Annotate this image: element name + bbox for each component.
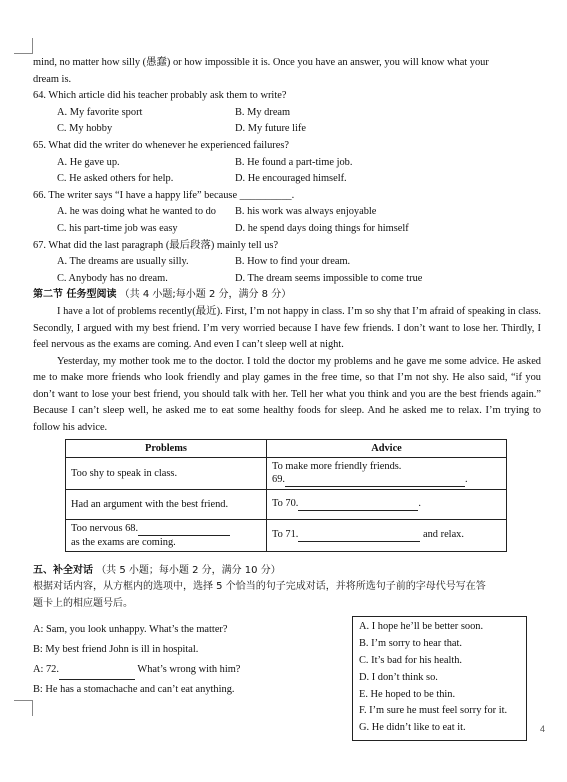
- dialogue-line-1: A: Sam, you look unhappy. What’s the matter?: [33, 624, 228, 636]
- dialogue-line-2: B: My best friend John is ill in hospital.: [33, 644, 199, 656]
- dialogue-line-3-rest: What’s wrong with him?: [134, 664, 241, 676]
- dialogue-options-box: [352, 616, 527, 741]
- table-cell-problem-1: Too shy to speak in class.: [66, 457, 267, 489]
- problem-3-line-2: as the exams are coming.: [71, 536, 176, 548]
- page-number: 4: [540, 724, 546, 734]
- dialogue-option-e: E. He hoped to be thin.: [359, 688, 456, 700]
- blank-70-end: .: [418, 498, 422, 510]
- table-row: [66, 489, 507, 519]
- option-67-a[interactable]: A. The dreams are usually silly.: [57, 256, 189, 268]
- question-64-stem: 64. Which article did his teacher probably ask them to write?: [33, 90, 287, 102]
- blank-71[interactable]: [298, 528, 420, 542]
- question-66-stem: 66. The writer says “I have a happy life” because __________.: [33, 189, 295, 201]
- dialogue-line-4: B: He has a stomachache and can’t eat anything.: [33, 684, 235, 696]
- table-cell-advice-1: [267, 457, 507, 489]
- option-65-d[interactable]: D. He encouraged himself.: [235, 173, 347, 185]
- problem-3-line-1: [71, 522, 261, 536]
- blank-69-number: 69.: [272, 473, 285, 485]
- question-65-options-row-2: [33, 171, 541, 188]
- section-2-heading: [33, 287, 541, 304]
- dialogue-line-3: [33, 662, 343, 680]
- table-row: [66, 519, 507, 551]
- option-65-a[interactable]: A. He gave up.: [57, 156, 120, 168]
- question-67-options-row-1: [33, 254, 541, 271]
- option-67-c[interactable]: C. Anybody has no dream.: [57, 272, 168, 284]
- question-65-stem: 65. What did the writer do whenever he experienced failures?: [33, 139, 290, 151]
- option-64-a[interactable]: A. My favorite sport: [57, 106, 143, 118]
- question-66-options-row-2: [33, 221, 541, 238]
- option-66-d[interactable]: D. he spend days doing things for himself: [235, 222, 409, 234]
- option-64-c[interactable]: C. My hobby: [57, 123, 113, 135]
- blank-69-end: .: [465, 473, 468, 485]
- section-5-note: （共 5 小题；每小题 2 分，满分 10 分）: [96, 564, 281, 576]
- dialogue-option-d: D. I don’t think so.: [359, 671, 438, 683]
- question-64-options-row-1: [33, 105, 541, 122]
- table-cell-advice-3: [267, 519, 507, 551]
- continuation-line-2: dream is.: [33, 73, 72, 85]
- option-66-a[interactable]: A. he was doing what he wanted to do: [57, 206, 217, 218]
- blank-71-end: and relax.: [420, 529, 464, 541]
- blank-70[interactable]: [298, 497, 418, 511]
- question-67-options-row-2: [33, 271, 541, 288]
- question-66-options-row-1: [33, 204, 541, 221]
- option-65-c[interactable]: C. He asked others for help.: [57, 173, 174, 185]
- section-5-instruction-1: 根据对话内容，从方框内的选项中，选择 5 个恰当的句子完成对话，并将所选句子前的字母代号写在答: [33, 581, 486, 593]
- dialogue-option-a: A. I hope he’ll be better soon.: [359, 621, 484, 633]
- section-5-instruction-2: 题卡上的相应题号后。: [33, 597, 133, 609]
- dialogue-area: [33, 612, 541, 782]
- option-64-d[interactable]: D. My future life: [235, 123, 306, 135]
- dialogue-option-c: C. It’s bad for his health.: [359, 655, 463, 667]
- blank-69[interactable]: [285, 473, 465, 487]
- option-66-b[interactable]: B. his work was always enjoyable: [235, 206, 377, 218]
- question-65-options-row-1: [33, 155, 541, 172]
- option-67-d[interactable]: D. The dream seems impossible to come true: [235, 272, 423, 284]
- continuation-line-1: mind, no matter how silly (愚蠢) or how impossible it is. Once you have an answer, you will know what your: [33, 57, 489, 68]
- problems-advice-table: [65, 439, 507, 552]
- blank-71-number: To 71.: [272, 529, 299, 541]
- table-header-problems: Problems: [66, 439, 267, 457]
- option-66-c[interactable]: C. his part-time job was easy: [57, 222, 178, 234]
- blank-72[interactable]: [59, 662, 135, 680]
- table-cell-advice-2: [267, 489, 507, 519]
- blank-72-number: A: 72.: [33, 664, 59, 676]
- dialogue-option-f: F. I’m sure he must feel sorry for it.: [359, 705, 508, 717]
- exam-page: [33, 55, 541, 782]
- dialogue-option-b: B. I’m sorry to hear that.: [359, 638, 463, 650]
- table-header-advice: Advice: [267, 439, 507, 457]
- section-2-title: 第二节 任务型阅读: [33, 289, 117, 301]
- section-5-title: 五、补全对话: [33, 564, 93, 576]
- dialogue-option-g: G. He didn’t like to eat it.: [359, 722, 466, 734]
- question-67-stem: 67. What did the last paragraph (最后段落) mainly tell us?: [33, 239, 279, 251]
- passage-paragraph-2: Yesterday, my mother took me to the doctor. I told the doctor my problems and he gave me some advice. He asked me to make more friends who look friendly and play games in the free time, so that I’m not shy. He also said, “if you don’t want to lose your best friend, you should talk with her. Tell her what you think and you are the best friends again.” Because I can’t sleep well, he asked me to eat some healthy foods for sleep. And he asked me to relax. I’m trying to follow his advice.: [33, 355, 541, 434]
- option-64-b[interactable]: B. My dream: [235, 106, 291, 118]
- table-cell-problem-3: [66, 519, 267, 551]
- section-2-note: （共 4 小题;每小题 2 分，满分 8 分）: [119, 289, 292, 301]
- option-65-b[interactable]: B. He found a part-time job.: [235, 156, 353, 168]
- table-row: [66, 457, 507, 489]
- section-5-heading: [33, 563, 541, 580]
- blank-69-row: [272, 473, 501, 487]
- blank-68-number: Too nervous 68.: [71, 522, 139, 534]
- table-cell-problem-2: Had an argument with the best friend.: [66, 489, 267, 519]
- passage-paragraph-1: I have a lot of problems recently(最近). First, I’m not happy in class. I’m so shy that I’m afraid of speaking in class. Secondly, I argued with my best friend. I’m very worried because I have few friends. I don’t want to lose her. Thirdly, I feel nervous as the exams are coming. And even I can’t sleep well at night.: [33, 305, 541, 351]
- blank-70-number: To 70.: [272, 498, 299, 510]
- question-64-options-row-2: [33, 121, 541, 138]
- option-67-b[interactable]: B. How to find your dream.: [235, 256, 351, 268]
- advice-1-text: To make more friendly friends.: [272, 460, 402, 472]
- blank-68[interactable]: [138, 522, 230, 536]
